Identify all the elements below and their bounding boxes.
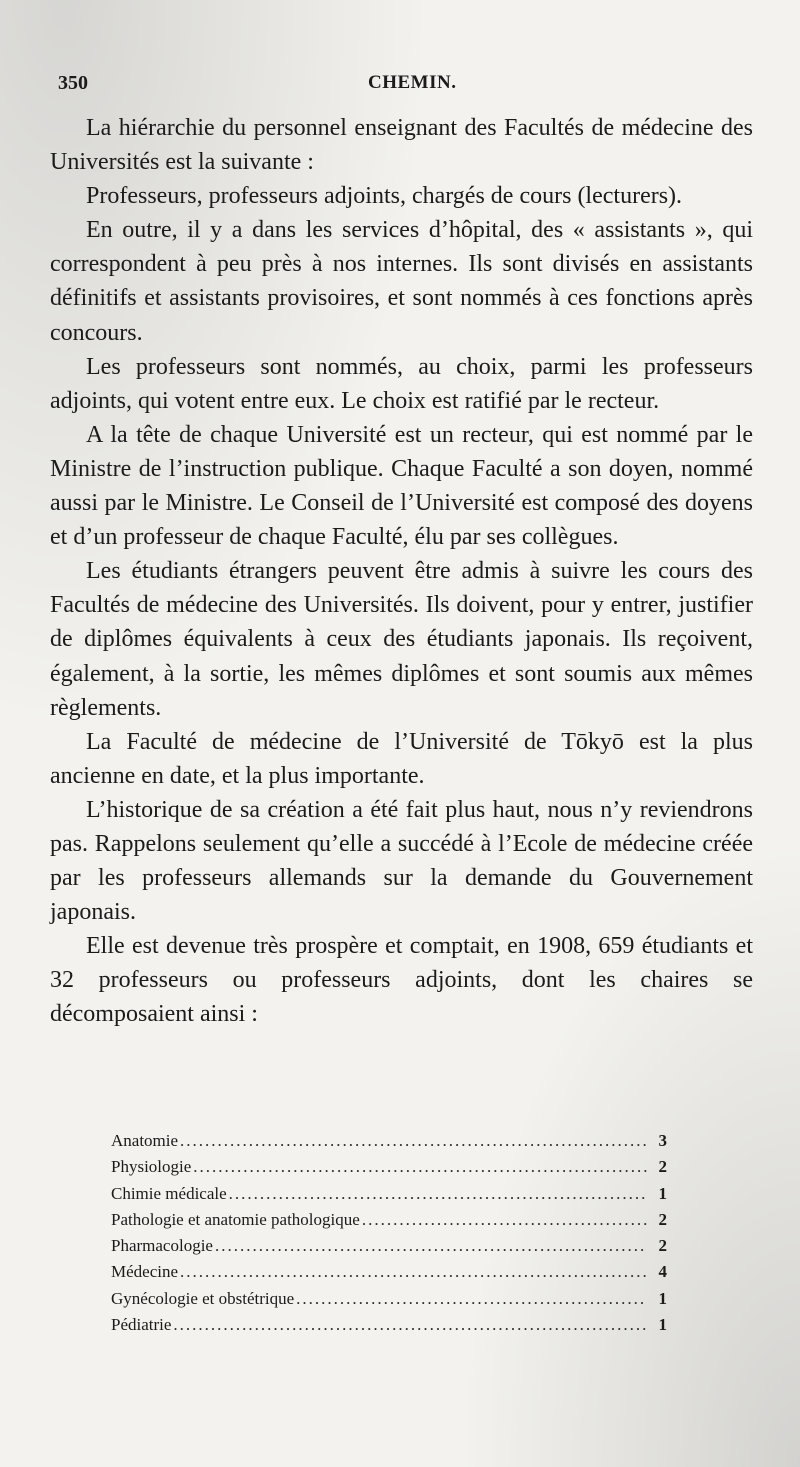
dot-leader [362, 1207, 647, 1233]
paragraph: Elle est devenue très prospère et comptait, en 1908, 659 étudiants et 32 professeurs ou professeurs adjoints, dont les chaires se décomposaient ainsi : [50, 933, 753, 1028]
paragraph: La hiérarchie du personnel enseignant des Facultés de médecine des Universités est la suivante : [50, 115, 753, 176]
page-number: 350 [58, 72, 88, 94]
chair-count: 2 [658, 1209, 667, 1229]
dot-leader [180, 1259, 647, 1285]
list-item [111, 1259, 667, 1285]
dot-leader [193, 1154, 647, 1180]
chair-name: Gynécologie et obstétrique [111, 1288, 295, 1308]
dot-leader [173, 1312, 647, 1338]
chair-name: Pédiatrie [111, 1315, 172, 1335]
list-item [111, 1207, 667, 1233]
chair-count: 3 [658, 1131, 667, 1150]
paragraph: La Faculté de médecine de l’Université de Tōkyō est la plus ancienne en date, et la plus importante. [50, 728, 753, 789]
chair-count: 4 [658, 1262, 667, 1282]
chairs-list [111, 1128, 667, 1338]
paragraph: Les étudiants étrangers peuvent être admis à suivre les cours des Facultés de médecine des Universités. Ils doivent, pour y entrer, justifier de diplômes équivalents à ceux des étudiants japonais. Ils reçoivent, également, à la sortie, les mêmes diplômes et sont soumis aux mêmes règlements. [50, 558, 753, 721]
chair-count: 2 [658, 1236, 667, 1256]
list-item [111, 1181, 667, 1207]
chair-name: Chimie médicale [111, 1183, 227, 1203]
list-item [111, 1154, 667, 1180]
chair-name: Pathologie et anatomie pathologique [111, 1209, 360, 1229]
paragraph: En outre, il y a dans les services d’hôpital, des « assistants », qui correspondent à peu près à nos internes. Ils sont divisés en assistants définitifs et assistants provisoires, et sont nommés à ces fonctions après concours. [50, 217, 753, 346]
dot-leader [180, 1128, 647, 1154]
chair-count: 1 [658, 1288, 667, 1308]
paragraph: Les professeurs sont nommés, au choix, parmi les professeurs adjoints, qui votent entre eux. Le choix est ratifié par le recteur. [50, 353, 753, 414]
chair-count: 1 [658, 1183, 667, 1203]
paragraph: A la tête de chaque Université est un recteur, qui est nommé par le Ministre de l’instruction publique. Chaque Faculté a son doyen, nommé aussi par le Ministre. Le Conseil de l’Université est composé des doyens et d’un professeur de chaque Faculté, élu par ses collègues. [50, 421, 753, 551]
running-title: CHEMIN. [368, 72, 457, 93]
chair-count: 2 [658, 1157, 667, 1177]
list-item [111, 1286, 667, 1312]
chair-name: Médecine [111, 1262, 179, 1282]
body-text [50, 111, 753, 1032]
chair-name: Pharmacologie [111, 1236, 213, 1256]
chair-count: 1 [658, 1315, 667, 1335]
running-head [58, 72, 740, 102]
dot-leader [296, 1286, 647, 1312]
paragraph: L’historique de sa création a été fait plus haut, nous n’y reviendrons pas. Rappelons seulement qu’elle a succédé à l’Ecole de médecine créée par les professeurs allemands sur la demande du Gouvernement japonais. [50, 796, 753, 926]
dot-leader [215, 1233, 647, 1259]
list-item [111, 1233, 667, 1259]
paragraph: Professeurs, professeurs adjoints, chargés de cours (lecturers). [86, 183, 683, 210]
dot-leader [229, 1181, 647, 1207]
list-item [111, 1312, 667, 1338]
list-item [111, 1128, 667, 1154]
chair-name: Physiologie [111, 1157, 192, 1177]
chair-name: Anatomie [111, 1131, 179, 1150]
